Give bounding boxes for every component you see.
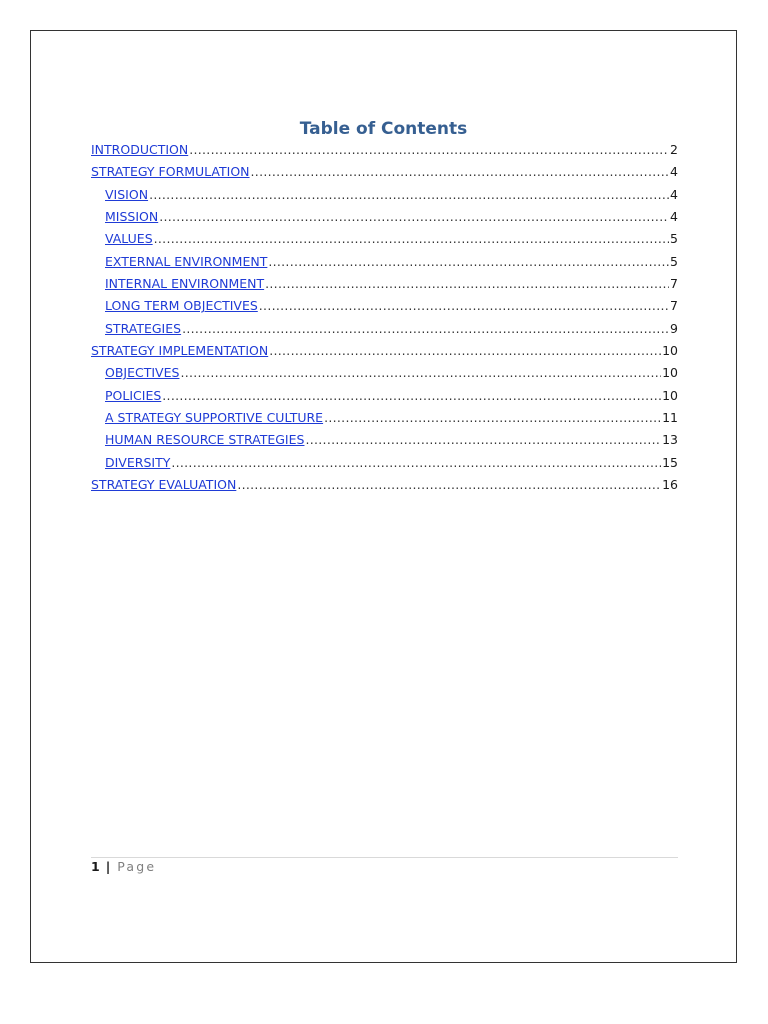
toc-leader (259, 298, 669, 313)
toc-page-number: 10 (662, 365, 678, 381)
toc-page-number: 5 (670, 231, 678, 247)
toc-leader (268, 254, 669, 269)
toc-entry-human-resource-strategies (91, 432, 678, 454)
toc-page-number: 13 (662, 432, 678, 448)
toc-link-mission[interactable]: MISSION (105, 209, 159, 225)
toc-page-number: 4 (670, 186, 678, 202)
toc-leader (265, 276, 669, 291)
toc-link-internal-environment[interactable]: INTERNAL ENVIRONMENT (105, 276, 265, 292)
toc-page-number: 7 (670, 276, 678, 292)
page-footer (91, 859, 156, 874)
toc-leader (237, 477, 661, 492)
toc-leader (159, 209, 669, 224)
toc-link-diversity[interactable]: DIVERSITY (105, 454, 171, 470)
toc-link-objectives[interactable]: OBJECTIVES (105, 365, 180, 381)
toc-leader (182, 321, 669, 336)
toc-page-number: 2 (670, 142, 678, 157)
table-of-contents (91, 142, 678, 500)
footer-page-label: Page (117, 859, 157, 874)
toc-leader (324, 410, 661, 425)
toc-link-vision[interactable]: VISION (105, 186, 149, 202)
toc-link-strategy-supportive-culture[interactable]: A STRATEGY SUPPORTIVE CULTURE (105, 410, 324, 426)
toc-entry-strategy-supportive-culture (91, 410, 678, 432)
toc-link-strategy-formulation[interactable]: STRATEGY FORMULATION (91, 164, 250, 180)
toc-leader (189, 142, 669, 157)
toc-page-number: 15 (662, 454, 678, 470)
toc-title: Table of Contents (299, 119, 468, 139)
footer-page-number: 1 (91, 859, 100, 874)
toc-leader (269, 343, 661, 358)
toc-entry-strategy-implementation (91, 343, 678, 365)
toc-entry-internal-environment (91, 276, 678, 298)
toc-page-number: 10 (662, 343, 678, 359)
toc-leader (171, 455, 661, 470)
toc-entry-policies (91, 388, 678, 410)
toc-link-policies[interactable]: POLICIES (105, 387, 162, 403)
footer-divider (91, 857, 678, 858)
toc-entry-values (91, 231, 678, 253)
toc-leader (162, 388, 661, 403)
toc-leader (305, 432, 661, 447)
toc-entry-objectives (91, 365, 678, 387)
toc-link-human-resource-strategies[interactable]: HUMAN RESOURCE STRATEGIES (105, 432, 305, 448)
toc-page-number: 4 (670, 164, 678, 180)
toc-entry-mission (91, 209, 678, 231)
toc-link-strategies[interactable]: STRATEGIES (105, 320, 182, 336)
toc-page-number: 10 (662, 387, 678, 403)
toc-page-number: 16 (662, 477, 678, 493)
toc-entry-long-term-objectives (91, 298, 678, 320)
toc-link-external-environment[interactable]: EXTERNAL ENVIRONMENT (105, 253, 268, 269)
toc-page-number: 4 (670, 209, 678, 225)
toc-entry-diversity (91, 455, 678, 477)
toc-entry-introduction (91, 142, 678, 164)
toc-page-number: 5 (670, 253, 678, 269)
toc-leader (149, 187, 669, 202)
toc-entry-strategy-formulation (91, 164, 678, 186)
toc-link-strategy-implementation[interactable]: STRATEGY IMPLEMENTATION (91, 343, 269, 359)
document-page (30, 30, 737, 963)
toc-entry-external-environment (91, 254, 678, 276)
toc-leader (154, 231, 669, 246)
toc-link-introduction[interactable]: INTRODUCTION (91, 142, 189, 157)
toc-link-strategy-evaluation[interactable]: STRATEGY EVALUATION (91, 477, 237, 493)
toc-link-values[interactable]: VALUES (105, 231, 153, 247)
toc-page-number: 11 (662, 410, 678, 426)
toc-link-long-term-objectives[interactable]: LONG TERM OBJECTIVES (105, 298, 258, 314)
toc-leader (251, 164, 670, 179)
toc-page-number: 7 (670, 298, 678, 314)
toc-page-number: 9 (670, 320, 678, 336)
toc-entry-vision (91, 187, 678, 209)
toc-leader (180, 365, 661, 380)
footer-separator: | (105, 859, 111, 874)
toc-entry-strategies (91, 321, 678, 343)
toc-entry-strategy-evaluation (91, 477, 678, 499)
